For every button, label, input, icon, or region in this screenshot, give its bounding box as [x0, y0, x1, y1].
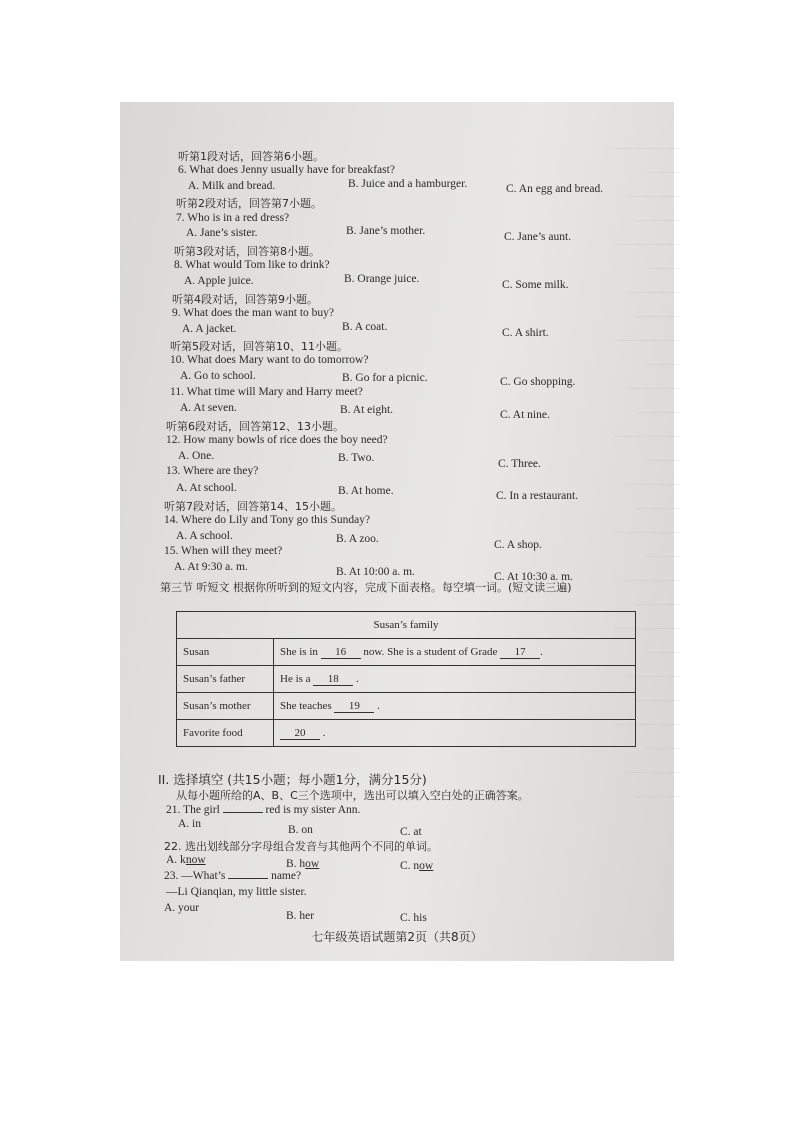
q23-blank[interactable]	[228, 878, 268, 879]
q8-option-c: C. Some milk.	[502, 279, 569, 291]
q23-answer-line: —Li Qianqian, my little sister.	[166, 886, 307, 898]
q12-option-a: A. One.	[178, 450, 215, 462]
row-text: .	[377, 699, 380, 712]
q22-option-a	[166, 854, 206, 866]
row-label: Susan’s father	[177, 666, 274, 693]
q9-option-a: A. A jacket.	[182, 323, 237, 335]
q22-option-c	[400, 860, 433, 872]
row-content	[274, 720, 636, 747]
q13-option-b: B. At home.	[338, 485, 394, 497]
section-3-heading: 第三节 听短文 根据你所听到的短文内容，完成下面表格。每空填一词。(短文读三遍)	[160, 581, 572, 594]
row-text: .	[540, 645, 543, 658]
row-label: Favorite food	[177, 720, 274, 747]
q22-c-underlined: ow	[419, 860, 434, 872]
q12-option-c: C. Three.	[498, 458, 541, 470]
q23-text: 23. —What’s	[164, 870, 226, 882]
q10-option-b: B. Go for a picnic.	[342, 372, 428, 384]
q10-option-c: C. Go shopping.	[500, 376, 576, 388]
table-row	[177, 693, 636, 720]
prompt-dialog-2: 听第2段对话，回答第7小题。	[176, 197, 322, 210]
blank-20[interactable]: 20	[280, 727, 320, 740]
row-text: now. She is a student of Grade	[363, 645, 498, 658]
question-12: 12. How many bowls of rice does the boy need?	[166, 434, 388, 446]
question-9: 9. What does the man want to buy?	[172, 307, 335, 319]
question-13: 13. Where are they?	[166, 465, 259, 477]
prompt-dialog-5: 听第5段对话，回答第10、11小题。	[170, 340, 348, 353]
q6-option-a: A. Milk and bread.	[188, 180, 276, 192]
q9-option-c: C. A shirt.	[502, 327, 549, 339]
question-7: 7. Who is in a red dress?	[176, 212, 290, 224]
q9-option-b: B. A coat.	[342, 321, 388, 333]
q14-option-a: A. A school.	[176, 530, 233, 542]
q12-option-b: B. Two.	[338, 452, 375, 464]
q13-option-c: C. In a restaurant.	[496, 490, 579, 502]
question-21	[166, 804, 360, 816]
row-content	[274, 639, 636, 666]
row-text: She is in	[280, 645, 318, 658]
q22-b-underlined: ow	[305, 858, 320, 870]
q14-option-c: C. A shop.	[494, 539, 542, 551]
q15-option-a: A. At 9:30 a. m.	[174, 561, 248, 573]
q15-option-b: B. At 10:00 a. m.	[336, 566, 415, 578]
q21-text: 21. The girl	[166, 804, 220, 816]
row-content	[274, 666, 636, 693]
blank-18[interactable]: 18	[313, 673, 353, 686]
question-15: 15. When will they meet?	[164, 545, 283, 557]
q6-option-b: B. Juice and a hamburger.	[348, 178, 468, 190]
q7-option-a: A. Jane’s sister.	[186, 227, 258, 239]
prompt-dialog-4: 听第4段对话，回答第9小题。	[172, 293, 318, 306]
question-8: 8. What would Tom like to drink?	[174, 259, 330, 271]
q14-option-b: B. A zoo.	[336, 533, 379, 545]
row-label: Susan	[177, 639, 274, 666]
question-10: 10. What does Mary want to do tomorrow?	[170, 354, 369, 366]
prompt-dialog-6: 听第6段对话，回答第12、13小题。	[166, 420, 344, 433]
q6-option-c: C. An egg and bread.	[506, 183, 604, 195]
row-text: She teaches	[280, 699, 332, 712]
q11-option-c: C. At nine.	[500, 409, 550, 421]
question-11: 11. What time will Mary and Harry meet?	[170, 386, 363, 398]
row-text: .	[356, 672, 359, 685]
table-title: Susan’s family	[177, 612, 636, 639]
q23-option-c: C. his	[400, 912, 427, 924]
q8-option-a: A. Apple juice.	[184, 275, 254, 287]
question-22: 22. 选出划线部分字母组合发音与其他两个不同的单词。	[164, 840, 438, 853]
blank-19[interactable]: 19	[334, 700, 374, 713]
q22-a-underlined: now	[185, 854, 206, 866]
bleed-through-texture: ____________ ______ __________ ________ ____________ ______ __________ ________ ____________ ______ __________ ________ ____________ ______ __________ ________ ____________ ______ __________ ________ ____________ ______ __________ ________ ____________ ______ __________ ________	[614, 138, 680, 798]
table-row	[177, 666, 636, 693]
page-footer: 七年级英语试题第2页（共8页）	[311, 930, 483, 944]
part-2-heading: II. 选择填空 (共15小题；每小题1分，满分15分)	[158, 772, 427, 787]
q23-option-a: A. your	[164, 902, 200, 914]
q7-option-b: B. Jane’s mother.	[346, 225, 426, 237]
row-content	[274, 693, 636, 720]
q23-text: name?	[271, 870, 302, 882]
prompt-dialog-3: 听第3段对话，回答第8小题。	[174, 245, 320, 258]
table-row	[177, 720, 636, 747]
blank-17[interactable]: 17	[500, 646, 540, 659]
table-row	[177, 639, 636, 666]
q22-b-start: B. h	[286, 858, 306, 870]
q21-option-c: C. at	[400, 826, 422, 838]
q22-option-b	[286, 858, 319, 870]
q15-option-c: C. At 10:30 a. m.	[494, 571, 573, 583]
prompt-dialog-7: 听第7段对话，回答第14、15小题。	[164, 500, 342, 513]
q11-option-a: A. At seven.	[180, 402, 237, 414]
question-6: 6. What does Jenny usually have for breakfast?	[178, 164, 395, 176]
part-2-instructions: 从每小题所给的A、B、C三个选项中，选出可以填入空白处的正确答案。	[176, 789, 529, 802]
q11-option-b: B. At eight.	[340, 404, 394, 416]
q7-option-c: C. Jane’s aunt.	[504, 231, 572, 243]
q21-blank[interactable]	[223, 812, 263, 813]
question-23	[164, 870, 301, 882]
susans-family-table	[176, 611, 636, 747]
q21-option-b: B. on	[288, 824, 313, 836]
question-14: 14. Where do Lily and Tony go this Sunday?	[164, 514, 371, 526]
q21-option-a: A. in	[178, 818, 201, 830]
q13-option-a: A. At school.	[176, 482, 237, 494]
q22-c-start: C. n	[400, 860, 420, 872]
row-text: He is a	[280, 672, 311, 685]
row-text: .	[322, 726, 326, 739]
row-label: Susan’s mother	[177, 693, 274, 720]
q21-text: red is my sister Ann.	[265, 804, 361, 816]
q10-option-a: A. Go to school.	[180, 370, 256, 382]
scanned-exam-page	[120, 102, 680, 961]
q23-option-b: B. her	[286, 910, 315, 922]
blank-16[interactable]: 16	[321, 646, 361, 659]
prompt-dialog-1: 听第1段对话，回答第6小题。	[178, 150, 324, 163]
q8-option-b: B. Orange juice.	[344, 273, 420, 285]
q22-a-start: A. k	[166, 854, 186, 866]
